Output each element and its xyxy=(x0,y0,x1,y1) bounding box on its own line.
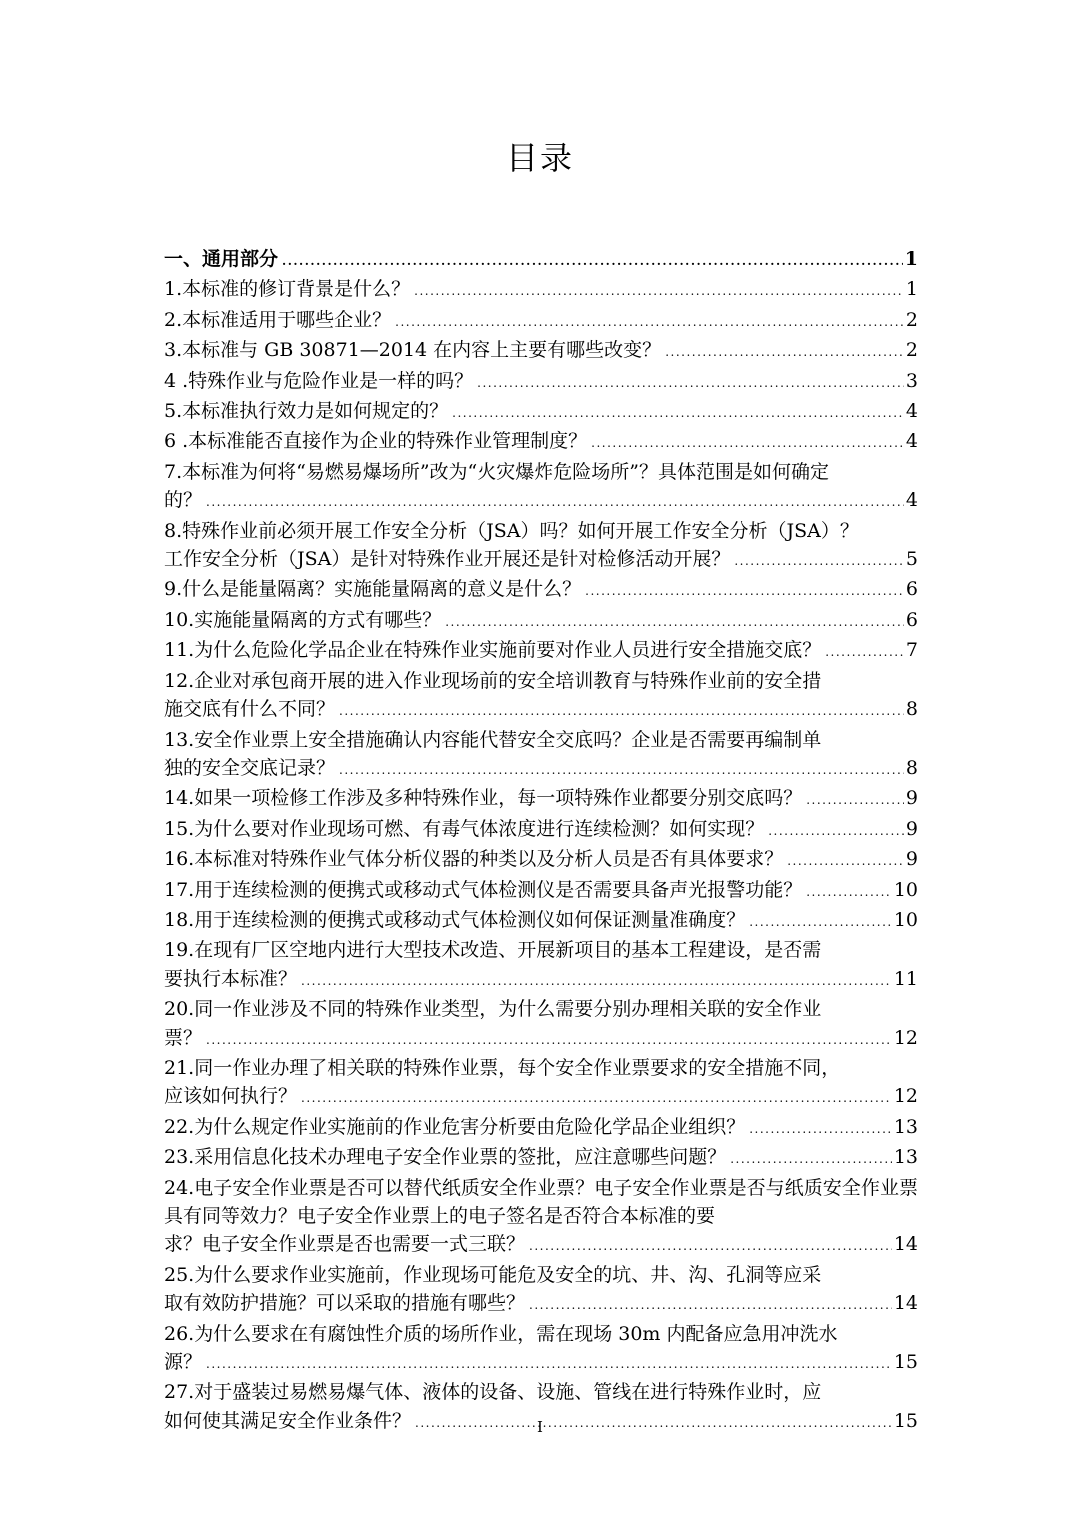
toc-entry-text: 6 .本标准能否直接作为企业的特殊作业管理制度？ xyxy=(164,430,588,453)
dot-leader xyxy=(339,756,904,784)
toc-entry[interactable] xyxy=(164,1143,918,1173)
page-number-footer: I xyxy=(537,1418,543,1436)
toc-page-number: 6 xyxy=(905,578,918,601)
toc-entry-line xyxy=(164,245,918,275)
toc-page-number: 14 xyxy=(893,1292,918,1315)
toc-entry[interactable] xyxy=(164,606,918,636)
toc-entry-text: 27.对于盛装过易燃易爆气体、液体的设备、设施、管线在进行特殊作业时，应 xyxy=(164,1381,822,1404)
toc-entry-text: 12.企业对承包商开展的进入作业现场前的安全培训教育与特殊作业前的安全措 xyxy=(164,669,822,692)
dot-leader xyxy=(730,1145,892,1173)
toc-entry-line xyxy=(164,397,918,427)
toc-entry[interactable] xyxy=(164,397,918,427)
toc-page-number: 10 xyxy=(893,878,918,901)
dot-leader xyxy=(206,1026,892,1054)
dot-leader xyxy=(339,697,904,725)
toc-entry-line xyxy=(164,336,918,366)
toc-entry-text: 源？ xyxy=(164,1351,203,1374)
toc-entry[interactable] xyxy=(164,845,918,875)
toc-page-number: 9 xyxy=(905,817,918,840)
toc-entry[interactable] xyxy=(164,336,918,366)
toc-page-number: 10 xyxy=(893,908,918,931)
toc-entry-text: 17.用于连续检测的便携式或移动式气体检测仪是否需要具备声光报警功能？ xyxy=(164,878,803,901)
toc-page-number: 4 xyxy=(905,489,918,512)
dot-leader xyxy=(301,967,892,995)
dot-leader xyxy=(806,878,892,906)
page-title: 目录 xyxy=(505,139,574,177)
toc-entry[interactable] xyxy=(164,784,918,814)
dot-leader xyxy=(591,429,904,457)
dot-leader xyxy=(787,847,904,875)
toc-entry-text: 11.为什么危险化学品企业在特殊作业实施前要对作业人员进行安全措施交底？ xyxy=(164,639,822,662)
dot-leader xyxy=(749,908,892,936)
dot-leader xyxy=(395,308,904,336)
toc-entry-text: 7.本标准为何将“易燃易爆场所”改为“火灾爆炸危险场所”？具体范围是如何确定 xyxy=(164,460,829,483)
toc-entry-text: 独的安全交底记录？ xyxy=(164,756,336,779)
toc-entry-text: 20.同一作业涉及不同的特殊作业类型，为什么需要分别办理相关联的安全作业 xyxy=(164,998,822,1021)
toc-entry-line xyxy=(164,876,918,906)
dot-leader xyxy=(414,277,904,305)
toc-entry[interactable] xyxy=(164,726,918,785)
toc-entry-line xyxy=(164,575,918,605)
toc-entry-line xyxy=(164,1348,918,1378)
toc-entry-text: 4 .特殊作业与危险作业是一样的吗？ xyxy=(164,369,474,392)
toc-entry[interactable] xyxy=(164,458,918,517)
dot-leader xyxy=(734,547,904,575)
toc-entry[interactable] xyxy=(164,936,918,995)
toc-entry-text: 24.电子安全作业票是否可以替代纸质安全作业票？电子安全作业票是否与纸质安全作业票具有同等效力？电子安全作业票上的电子签名是否符合本标准的要 xyxy=(164,1176,918,1227)
toc-page-number: 15 xyxy=(893,1409,918,1432)
toc-page-number: 6 xyxy=(905,608,918,631)
toc-page-number: 9 xyxy=(905,787,918,810)
toc-entry-line xyxy=(164,1082,918,1112)
toc-entry-text: 10.实施能量隔离的方式有哪些？ xyxy=(164,608,442,631)
dot-leader xyxy=(529,1232,892,1260)
dot-leader xyxy=(282,247,903,275)
toc-entry-line xyxy=(164,486,918,516)
toc-entry-text: 16.本标准对特殊作业气体分析仪器的种类以及分析人员是否有具体要求？ xyxy=(164,848,784,871)
toc-entry-text: 18.用于连续检测的便携式或移动式气体检测仪如何保证测量准确度？ xyxy=(164,908,746,931)
toc-entry-line xyxy=(164,754,918,784)
dot-leader xyxy=(206,1350,892,1378)
toc-page-number: 8 xyxy=(905,756,918,779)
toc-page-number: 14 xyxy=(893,1233,918,1256)
dot-leader xyxy=(768,817,904,845)
toc-entry-line xyxy=(164,906,918,936)
toc-page-number: 1 xyxy=(904,248,918,270)
toc-entry-text: 3.本标准与 GB 30871—2014 在内容上主要有哪些改变？ xyxy=(164,339,662,362)
toc-entry[interactable] xyxy=(164,995,918,1054)
toc-entry-text: 13.安全作业票上安全措施确认内容能代替安全交底吗？企业是否需要再编制单 xyxy=(164,728,822,751)
toc-entry-line xyxy=(164,965,918,995)
toc-page-number: 1 xyxy=(905,278,918,301)
toc-page-number: 11 xyxy=(893,967,918,990)
dot-leader xyxy=(206,488,904,516)
toc-entry[interactable] xyxy=(164,427,918,457)
toc-entry[interactable] xyxy=(164,636,918,666)
toc-entry[interactable] xyxy=(164,1174,918,1261)
toc-entry-text: 22.为什么规定作业实施前的作业危害分析要由危险化学品企业组织？ xyxy=(164,1115,746,1138)
toc-entry-line xyxy=(164,1113,918,1143)
toc-entry[interactable] xyxy=(164,1054,918,1113)
toc-entry-text: 19.在现有厂区空地内进行大型技术改造、开展新项目的基本工程建设，是否需 xyxy=(164,939,822,962)
toc-entry-text: 的？ xyxy=(164,489,203,512)
toc-entry-text: 票？ xyxy=(164,1026,203,1049)
toc-entry-text: 如何使其满足安全作业条件？ xyxy=(164,1409,412,1432)
toc-entry-line xyxy=(164,1230,918,1260)
toc-entry-text: 23.采用信息化技术办理电子安全作业票的签批，应注意哪些问题？ xyxy=(164,1146,727,1169)
toc-entry[interactable] xyxy=(164,1113,918,1143)
toc-entry[interactable] xyxy=(164,275,918,305)
toc-page-number: 2 xyxy=(905,339,918,362)
toc-entry-line xyxy=(164,1289,918,1319)
dot-leader xyxy=(749,1115,892,1143)
toc-page-number: 4 xyxy=(905,430,918,453)
dot-leader xyxy=(477,369,904,397)
toc-page-number: 3 xyxy=(905,369,918,392)
toc-entry[interactable] xyxy=(164,367,918,397)
toc-entry-line xyxy=(164,606,918,636)
toc-entry-text: 21.同一作业办理了相关联的特殊作业票，每个安全作业票要求的安全措施不同， xyxy=(164,1056,841,1079)
toc-page-number: 13 xyxy=(893,1146,918,1169)
toc-entry-line xyxy=(164,275,918,305)
toc-entry-line xyxy=(164,1024,918,1054)
toc-entry-line xyxy=(164,636,918,666)
toc-page-number: 12 xyxy=(893,1026,918,1049)
toc-entry-text: 25.为什么要求作业实施前，作业现场可能危及安全的坑、井、沟、孔洞等应采 xyxy=(164,1263,822,1286)
toc-entry-line xyxy=(164,784,918,814)
toc-page-number: 7 xyxy=(905,639,918,662)
toc-entry-line xyxy=(164,427,918,457)
table-of-contents xyxy=(164,245,918,1437)
toc-entry[interactable] xyxy=(164,1261,918,1320)
toc-entry[interactable] xyxy=(164,245,918,275)
toc-page-number: 13 xyxy=(893,1115,918,1138)
toc-entry[interactable] xyxy=(164,906,918,936)
dot-leader xyxy=(529,1291,892,1319)
toc-entry-line xyxy=(164,695,918,725)
toc-entry[interactable] xyxy=(164,876,918,906)
toc-entry-text: 要执行本标准？ xyxy=(164,967,298,990)
toc-entry[interactable] xyxy=(164,667,918,726)
toc-entry-line xyxy=(164,845,918,875)
toc-entry[interactable] xyxy=(164,517,918,576)
toc-entry[interactable] xyxy=(164,815,918,845)
toc-entry[interactable] xyxy=(164,1320,918,1379)
toc-entry-text: 8.特殊作业前必须开展工作安全分析（JSA）吗？如何开展工作安全分析（JSA）？ xyxy=(164,519,859,542)
dot-leader xyxy=(825,638,904,666)
toc-entry-text: 2.本标准适用于哪些企业？ xyxy=(164,308,392,331)
toc-entry-text: 施交底有什么不同？ xyxy=(164,698,336,721)
toc-entry[interactable] xyxy=(164,575,918,605)
dot-leader xyxy=(445,608,904,636)
toc-page-number: 12 xyxy=(893,1085,918,1108)
toc-entry-text: 应该如何执行？ xyxy=(164,1085,298,1108)
toc-page-number: 4 xyxy=(905,400,918,423)
toc-entry-text: 14.如果一项检修工作涉及多种特殊作业，每一项特殊作业都要分别交底吗？ xyxy=(164,787,803,810)
toc-entry-line xyxy=(164,815,918,845)
toc-entry-line xyxy=(164,1143,918,1173)
toc-entry-text: 15.为什么要对作业现场可燃、有毒气体浓度进行连续检测？如何实现？ xyxy=(164,817,765,840)
toc-page-number: 8 xyxy=(905,698,918,721)
toc-entry-text: 工作安全分析（JSA）是针对特殊作业开展还是针对检修活动开展？ xyxy=(164,548,731,571)
dot-leader xyxy=(585,577,904,605)
toc-entry-text: 1.本标准的修订背景是什么？ xyxy=(164,278,411,301)
toc-page-number: 15 xyxy=(893,1351,918,1374)
toc-entry-line xyxy=(164,367,918,397)
toc-entry-line xyxy=(164,306,918,336)
toc-entry-text: 取有效防护措施？可以采取的措施有哪些？ xyxy=(164,1292,526,1315)
toc-entry[interactable] xyxy=(164,306,918,336)
toc-entry-text: 26.为什么要求在有腐蚀性介质的场所作业，需在现场 30m 内配备应急用冲洗水 xyxy=(164,1322,838,1345)
toc-entry-text: 一、通用部分 xyxy=(164,248,279,270)
toc-page-number: 2 xyxy=(905,308,918,331)
dot-leader xyxy=(301,1084,892,1112)
toc-entry-line xyxy=(164,545,918,575)
toc-page-number: 5 xyxy=(905,548,918,571)
toc-entry-text: 5.本标准执行效力是如何规定的？ xyxy=(164,400,449,423)
dot-leader xyxy=(452,399,904,427)
dot-leader xyxy=(665,338,904,366)
toc-entry-text: 9.什么是能量隔离？实施能量隔离的意义是什么？ xyxy=(164,578,582,601)
toc-page-number: 9 xyxy=(905,848,918,871)
dot-leader xyxy=(806,786,904,814)
toc-entry-text: 求？电子安全作业票是否也需要一式三联？ xyxy=(164,1233,526,1256)
